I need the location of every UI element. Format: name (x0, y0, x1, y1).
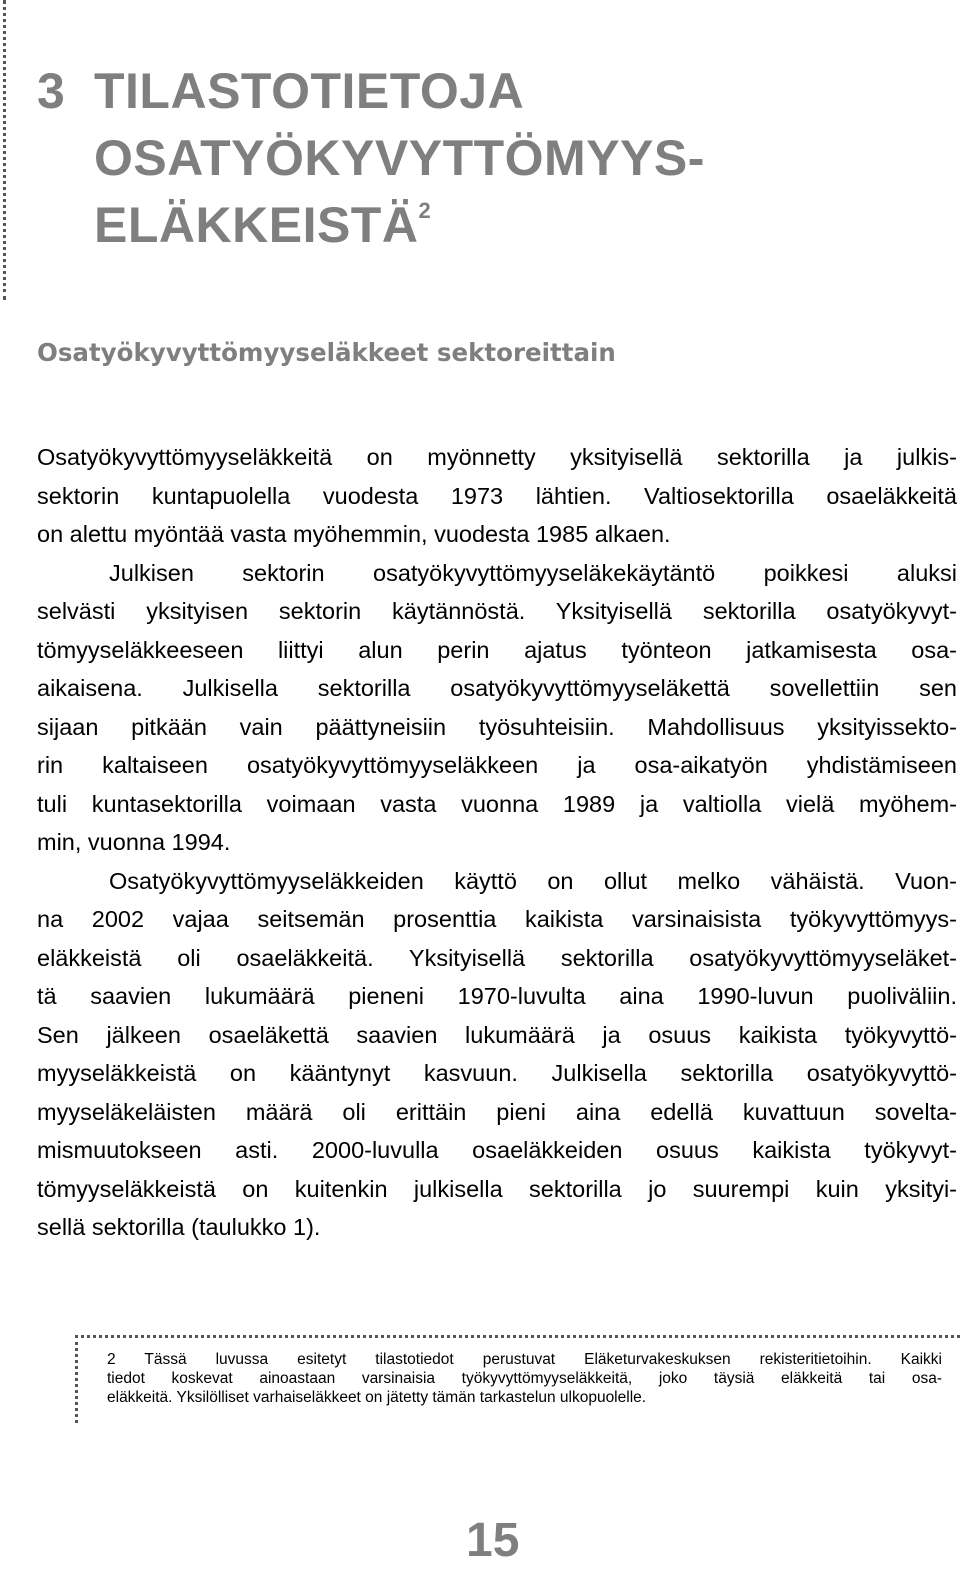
chapter-title-line-2: OSATYÖKYVYTTÖMYYS- (94, 130, 705, 186)
body-line: selvästi yksityisen sektorin käytännöstä. Yksityisellä sektorilla osatyökyvyt- (37, 598, 957, 624)
chapter-title (37, 58, 705, 259)
chapter-title-line-1 (37, 58, 705, 125)
footnote-reference: 2 (418, 198, 432, 223)
footnote-line: eläkkeitä. Yksilölliset varhaiseläkkeet on jätetty tämän tarkastelun ulkopuolelle. (107, 1389, 647, 1406)
body-line: tömyyseläkkeeseen liittyi alun perin ajatus työnteon jatkamisesta osa- (37, 636, 957, 663)
body-line: tömyyseläkkeistä on kuitenkin julkisella sektorilla jo suurempi kuin yksityi- (37, 1175, 957, 1202)
body-line: myyseläkkeistä on kääntynyt kasvuun. Julkisella sektorilla osatyökyvyttö- (37, 1060, 957, 1086)
footnote-divider (75, 1335, 960, 1338)
body-line: sijaan pitkään vain päättyneisiin työsuhteisiin. Mahdollisuus yksityissekto- (37, 713, 957, 740)
body-line: tuli kuntasektorilla voimaan vasta vuonna 1989 ja valtiolla vielä myöhem- (37, 790, 957, 817)
chapter-title-text-3: ELÄKKEISTÄ (94, 197, 419, 253)
body-line: Osatyökyvyttömyyseläkkeitä on myönnetty yksityisellä sektorilla ja julkis- (37, 444, 957, 470)
body-line: rin kaltaiseen osatyökyvyttömyyseläkkeen ja osa-aikatyön yhdistämiseen (37, 752, 957, 778)
chapter-title-line-3 (37, 192, 705, 259)
body-text (37, 438, 957, 1247)
footnote (107, 1350, 942, 1407)
body-line: sektorin kuntapuolella vuodesta 1973 lähtien. Valtiosektorilla osaeläkkeitä (37, 482, 957, 509)
body-line: na 2002 vajaa seitsemän prosenttia kaikista varsinaisista työkyvyttömyys- (37, 906, 957, 932)
footnote-side-rule (75, 1335, 78, 1423)
page-number: 15 (466, 1514, 520, 1567)
margin-dotted-rule (3, 0, 6, 300)
body-line: myyseläkeläisten määrä oli erittäin pieni aina edellä kuvattuun soveltа- (37, 1098, 957, 1125)
chapter-title-text-1: TILASTOTIETOJA (94, 63, 525, 119)
body-line: on alettu myöntää vasta myöhemmin, vuodesta 1985 alkaen. (37, 521, 671, 547)
body-line: aikaisena. Julkisella sektorilla osatyökyvyttömyyseläkettä sovellettiin sen (37, 675, 957, 701)
body-line: min, vuonna 1994. (37, 829, 231, 855)
body-line: Sen jälkeen osaeläkettä saavien lukumäärä ja osuus kaikista työkyvyttö- (37, 1021, 957, 1048)
body-line: eläkkeistä oli osaeläkkeitä. Yksityisellä sektorilla osatyökyvyttömyyseläket- (37, 944, 957, 971)
body-line: Osatyökyvyttömyyseläkkeiden käyttö on ollut melko vähäistä. Vuon- (109, 867, 957, 894)
section-heading: Osatyökyvyttömyyseläkkeet sektoreittain (37, 338, 616, 367)
body-line: tä saavien lukumäärä pieneni 1970-luvulta aina 1990-luvun puoliväliin. (37, 983, 957, 1009)
body-line: Julkisen sektorin osatyökyvyttömyyseläkekäytäntö poikkesi aluksi (109, 559, 957, 586)
footnote-line: tiedot koskevat ainoastaan varsinaisia työkyvyttömyyseläkkeitä, joko täysiä eläkkeitä tai osa- (107, 1370, 942, 1387)
body-line: mismuutokseen asti. 2000-luvulla osaeläkkeiden osuus kaikista työkyvyt- (37, 1137, 957, 1163)
chapter-number: 3 (37, 63, 66, 119)
body-line: sellä sektorilla (taulukko 1). (37, 1214, 321, 1240)
footnote-line: 2 Tässä luvussa esitetyt tilastotiedot perustuvat Eläketurvakeskuksen rekisteritietoihin. Kaikki (107, 1351, 942, 1368)
